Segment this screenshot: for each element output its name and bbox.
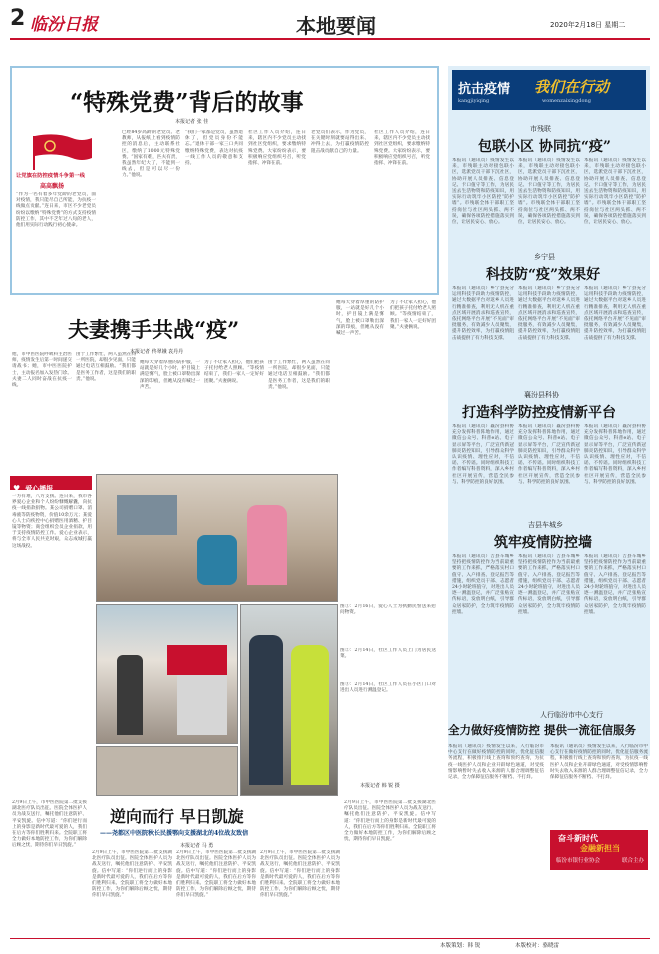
story2-col-1: 他，市中医医院呼吸科主治医师，疫情发生后第一时间递交请战书；她，市中医医院护士，主动报名加入发热门诊。夫妻二人同时奋战在抗疫一线。 [12,352,72,389]
party-flag-icon [26,132,96,172]
section-title: 本地要闻 [296,14,376,38]
r2-body-1: 本报讯（通讯员）乡宁县充分运用科技手段助力疫情防控，通过大数据平台对返乡人员进行精准排查，利用无人机在重点区域开展消杀和巡查宣传，依托网络平台开展“不见面”审批服务，有效减少人员聚集，提升防控效率，为打赢疫情阻击战提供了有力科技支撑。 [452,286,514,341]
photo-2 [96,604,238,744]
bank-ad-line2: 金融新担当 [580,844,620,853]
story3-col-4: 2月9日上午，市中医医院第二批支援湖北医疗队员出征。医院全体医护人员为战友送行，嘱托他们注意防护、平安凯旋。信中写道：“你们逆行而上的身影是新时代最可爱的人，我们在后方等你们胜利归来。全院职工将全力做好本地防控工作，为你们解除后顾之忧，期待你们早日凯旋。” [260,850,340,899]
feature-col-3: “我们一家都是党员，虽然退休了，但党员身份不能忘。”退休干部一家三口共同缴纳特殊党费，表达对抗疫一线工作人员的敬意和支持。 [185,130,243,167]
r1-dept: 市残联 [530,125,551,133]
r3-body-2: 本报讯（通讯员）襄汾县科协充分发挥科普阵地作用，通过微信公众号、科普e站、电子显示屏等平台，广泛宣传新冠肺炎防控知识，引导群众科学认识疫情、理性应对，不信谣、不传谣。同时组织科技工作者编写科普资料，深入乡村社区开展宣传，营造全民参与、科学防控的良好氛围。 [518,424,580,485]
r3-body-1: 本报讯（通讯员）襄汾县科协充分发挥科普阵地作用，通过微信公众号、科普e站、电子显示屏等平台，广泛宣传新冠肺炎防控知识，引导群众科学认识疫情、理性应对，不信谣、不传谣。同时组织科技工作者编写科普资料，深入乡村社区开展宣传，营造全民参与、科学防控的良好氛围。 [452,424,514,485]
feature-col-2: 已经84岁高龄的老党员、老教师，从报纸上看到疫情防控的消息后，主动联系社区，缴纳了1000元特殊党费。“国家有难，匹夫有责，我虽然年纪大了，不能到一线去，但是可以尽一份力。”他说。 [122,130,180,179]
story3-byline: 本报记者 马 勇 [180,843,214,849]
caption-1: 图①：2月16日，爱心人士为执勤民警送来慰问物资。 [340,604,436,616]
r1-body-3: 本报讯（通讯员）疫情发生以来，市残联主动对接包联小区，选派党员干部下沉社区，协助开展人员排查、信息登记、卡口值守等工作，为居民送去生活物资和防疫知识，用实际行动筑牢小区防控“防护墙”。市残联全体干部职工坚持岗位与社区两头抓、两不误，确保各项防控措施落实到位，让居民安心、放心。 [584,158,646,226]
story3-col-3: 2月9日上午，市中医医院第二批支援湖北医疗队员出征。医院全体医护人员为战友送行，嘱托他们注意防护、平安凯旋。信中写道：“你们逆行而上的身影是新时代最可爱的人，我们在后方等你们胜利归来。全院职工将全力做好本地防控工作，为你们解除后顾之忧，期待你们早日凯旋。” [176,850,256,899]
feature-badge-line2: 高高飘扬 [40,183,65,190]
feature-byline: 本报记者 张 佳 [175,119,209,125]
feature-headline: “特殊党费”背后的故事 [70,89,304,116]
story2-col-3: 她每天穿着厚重的防护服，一站就是好几个小时，护目镜上满是雾气，脸上被口罩勒出深深的印痕，但她从没有喊过一声苦。 [140,360,200,390]
story3-subheadline: ——尧都区中医院秋长民援鄂向支援湖北的4位战友致信 [100,830,249,837]
photo-4 [96,746,238,796]
r4-body-2: 本报讯（通讯员）吉县车城乡坚持把疫情防控作为当前最重要的工作来抓，严格落实村口值守、入户排查、登记报告等措施，组织党员干部、志愿者24小时轮班值守，对进出人员逐一测温登记，并广泛张贴宣传标语，发放明白纸，引导群众居家防护，全力筑牢疫情防控墙。 [518,554,580,615]
feature-col-1: “作为一名有着多年党龄的老党员，面对疫情，我只能尽自己所能，为抗疫一线做点贡献。”连日来，市区不少老党员纷纷以缴纳“特殊党费”的方式支持疫情防控工作，其中不乏年过八旬的老人，他们用实际行动践行初心使命。 [16,192,96,229]
love-broadcast-header [10,476,92,493]
photo-1 [96,474,338,602]
feature-badge-line1: 让党旗在防控疫情斗争第一线 [16,173,85,179]
footer-editor: 本版策划：韩 锐 [440,943,481,949]
page-number: 2 [10,6,26,31]
caption-2: 图②：2月14日，社区工作人员上门为居民送菜。 [340,648,436,660]
bank-label: 人行临汾市中心支行 [540,711,603,719]
r1-body-2: 本报讯（通讯员）疫情发生以来，市残联主动对接包联小区，选派党员干部下沉社区，协助开展人员排查、信息登记、卡口值守等工作，为居民送去生活物资和防疫知识，用实际行动筑牢小区防控“防护墙”。市残联全体干部职工坚持岗位与社区两头抓、两不误，确保各项防控措施落实到位，让居民安心、放心。 [518,158,580,226]
r2-dept: 乡宁县 [534,253,555,261]
r2-body-3: 本报讯（通讯员）乡宁县充分运用科技手段助力疫情防控，通过大数据平台对返乡人员进行精准排查，利用无人机在重点区域开展消杀和巡查宣传，依托网络平台开展“不见面”审批服务，有效减少人员聚集，提升防控效率，为打赢疫情阻击战提供了有力科技支撑。 [584,286,646,341]
r2-headline: 科技防“疫”效果好 [486,267,601,283]
r3-body-3: 本报讯（通讯员）襄汾县科协充分发挥科普阵地作用，通过微信公众号、科普e站、电子显示屏等平台，广泛宣传新冠肺炎防控知识，引导群众科学认识疫情、理性应对，不信谣、不传谣。同时组织科技工作者编写科普资料，深入乡村社区开展宣传，营造全民参与、科学防控的良好氛围。 [584,424,646,485]
r4-body-3: 本报讯（通讯员）吉县车城乡坚持把疫情防控作为当前最重要的工作来抓，严格落实村口值守、入户排查、登记报告等措施，组织党员干部、志愿者24小时轮班值守，对进出人员逐一测温登记，并广泛张贴宣传标语，发放明白纸，引导群众居家防护，全力筑牢疫情防控墙。 [584,554,646,615]
banner-title-2: 我们在行动 [534,78,610,96]
issue-date: 2020年2月18日 星期二 [550,21,626,29]
feature-col-6: 社区工作人员介绍，连日来，辖区内不少党员主动找到社区党组织，要求缴纳特殊党费。大家纷纷表示，要积极响应党组织号召，听党指挥、冲锋在前。 [374,130,430,167]
banner-pinyin-2: womenzaixingdong [542,98,591,104]
r2-body-2: 本报讯（通讯员）乡宁县充分运用科技手段助力疫情防控，通过大数据平台对返乡人员进行精准排查，利用无人机在重点区域开展消杀和巡查宣传，依托网络平台开展“不见面”审批服务，有效减少人员聚集，提升防控效率，为打赢疫情阻击战提供了有力科技支撑。 [518,286,580,341]
masthead [10,6,650,40]
photo-3 [240,604,338,796]
r3-dept: 襄汾县科协 [524,391,559,399]
banner-title-1: 抗击疫情 [458,82,511,97]
caption-3: 图③：2月14日，社区工作人员在小区门口对进出人员进行测温登记。 [340,682,436,694]
bank-body-1: 本报讯（通讯员）疫情发生以来，人行临汾市中心支行在做好疫情防控的同时，优化征信服务流程，积极推行线上查询和预约查询，为抗疫一线医护人员和企业开辟绿色通道，对受疫情影响暂时失去收入来源的人群合理调整征信记录，全力保障征信服务不断档、不打烊。 [448,744,544,781]
story3-col-1: 2月9日上午，市中医医院第二批支援湖北医疗队员出征。医院全体医护人员为战友送行，嘱托他们注意防护、平安凯旋。信中写道：“你们逆行而上的身影是新时代最可爱的人，我们在后方等你们胜利归来。全院职工将全力做好本地防控工作，为你们解除后顾之忧，期待你们早日凯旋。” [12,800,87,849]
footer [10,938,650,951]
bank-ad-line1: 奋斗新时代 [558,834,598,843]
bank-ad [550,830,648,870]
story2-col-4: 为了不让家人担心，他们把孩子托付给老人照顾。“等疫情结束了，我们一家人一定好好团聚。”夫妻俩说。 [204,360,264,384]
photo-credit: 本报记者 韩 锐 摄 [360,783,400,789]
bank-ad-line3: 临汾市银行业协会 [556,858,601,864]
r4-headline: 筑牢疫情防控墙 [494,535,592,551]
feature-col-5: 老党员们表示，作为党员，在关键时刻就要站得出来、冲得上去，为打赢疫情防控阻击战贡献自己的力量。 [311,130,369,154]
r3-headline: 打造科学防控疫情新平台 [462,405,616,421]
party-emblem [26,132,96,172]
banner-pinyin-1: kangjiyiqing [458,98,490,104]
story3-headline: 逆向而行 早日凯旋 [110,807,244,826]
paper-name: 临汾日报 [30,15,98,35]
story2-col-6: 她每天穿着厚重的防护服，一站就是好几个小时，护目镜上满是雾气，脸上被口罩勒出深深的印痕，但她从没有喊过一声苦。 [336,300,384,337]
heart-icon: ♥ [13,484,21,493]
r4-body-1: 本报讯（通讯员）吉县车城乡坚持把疫情防控作为当前最重要的工作来抓，严格落实村口值守、入户排查、登记报告等措施，组织党员干部、志愿者24小时轮班值守，对进出人员逐一测温登记，并广泛张贴宣传标语，发放明白纸，引导群众居家防护，全力筑牢疫情防控墙。 [452,554,514,615]
bank-body-2: 本报讯（通讯员）疫情发生以来，人行临汾市中心支行在做好疫情防控的同时，优化征信服务流程，积极推行线上查询和预约查询，为抗疫一线医护人员和企业开辟绿色通道，对受疫情影响暂时失去收入来源的人群合理调整征信记录，全力保障征信服务不断档、不打烊。 [550,744,648,781]
story3-col-2: 2月9日上午，市中医医院第二批支援湖北医疗队员出征。医院全体医护人员为战友送行，嘱托他们注意防护、平安凯旋。信中写道：“你们逆行而上的身影是新时代最可爱的人，我们在后方等你们胜利归来。全院职工将全力做好本地防控工作，为你们解除后顾之忧，期待你们早日凯旋。” [92,850,172,899]
story2-col-2: 由于工作繁忙，两人虽然在同一所医院，却很少见面，只能通过电话互相鼓励。“我们都是医务工作者，这是我们的职责。”他说。 [76,352,136,382]
r4-dept: 吉县车城乡 [528,521,563,529]
story3-col-5: 2月9日上午，市中医医院第二批支援湖北医疗队员出征。医院全体医护人员为战友送行，嘱托他们注意防护、平安凯旋。信中写道：“你们逆行而上的身影是新时代最可爱的人，我们在后方等你们胜利归来。全院职工将全力做好本地防控工作，为你们解除后顾之忧，期待你们早日凯旋。” [344,800,436,843]
footer-proofreader: 本版校对：骆晓雷 [515,943,560,949]
story2-byline: 本报记者 佟翠娥 袁丹丹 [130,349,184,355]
love-broadcast-title: 爱心播报 [25,485,54,493]
story2-headline: 夫妻携手共战“疫” [68,317,240,342]
story2-col-7: 为了不让家人担心，他们把孩子托付给老人照顾。“等疫情结束了，我们一家人一定好好团聚。”夫妻俩说。 [390,300,436,330]
bank-headline: 全力做好疫情防控 提供一流征信服务 [448,723,637,737]
love-broadcast-body: 一方有难，八方支援。连日来，我市各界爱心企业和个人纷纷慷慨解囊，向抗疫一线捐款捐物。某公司捐赠口罩、消毒液等防疫物资，价值10余万元；某爱心人士向疾控中心捐赠医用酒精、护目镜等物资；商会组织会员企业捐款，用于支持疫情防控工作。爱心企业表示，将与全市人民共克时艰，众志成城打赢这场战役。 [12,494,92,549]
right-banner [452,70,646,110]
feature-col-4: 社区工作人员介绍，连日来，辖区内不少党员主动找到社区党组织，要求缴纳特殊党费。大家纷纷表示，要积极响应党组织号召，听党指挥、冲锋在前。 [248,130,306,167]
r1-body-1: 本报讯（通讯员）疫情发生以来，市残联主动对接包联小区，选派党员干部下沉社区，协助开展人员排查、信息登记、卡口值守等工作，为居民送去生活物资和防疫知识，用实际行动筑牢小区防控“防护墙”。市残联全体干部职工坚持岗位与社区两头抓、两不误，确保各项防控措施落实到位，让居民安心、放心。 [452,158,514,226]
r1-headline: 包联小区 协同抗“疫” [478,139,611,155]
story2-col-5: 由于工作繁忙，两人虽然在同一所医院，却很少见面，只能通过电话互相鼓励。“我们都是医务工作者，这是我们的职责。”他说。 [268,360,330,390]
bank-ad-line4: 联合主办 [622,858,645,864]
